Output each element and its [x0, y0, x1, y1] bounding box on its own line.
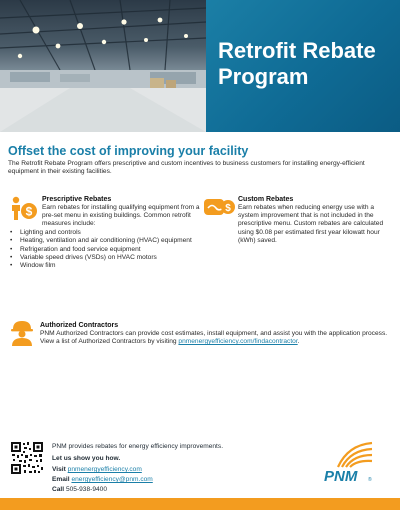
title-line-1: Retrofit Rebate — [218, 38, 376, 63]
pnm-logo-mark: ® — [368, 477, 372, 483]
bottom-accent-bar — [0, 498, 400, 510]
find-contractor-link[interactable]: pnmenergyefficiency.com/findacontractor — [178, 338, 298, 346]
qr-code[interactable] — [10, 441, 44, 475]
svg-text:$: $ — [25, 204, 33, 219]
prescriptive-body: Earn rebates for installing qualifying equipment from a pre-set menu in existing buildings. Common retrofit measures include: — [42, 204, 200, 228]
list-item: • Heating, ventilation and air conditioning (HVAC) equipment — [10, 237, 210, 245]
hand-dollar-icon — [204, 197, 236, 219]
contact-call — [52, 486, 107, 493]
warehouse-photo — [0, 0, 206, 132]
contact-email — [52, 476, 153, 483]
hard-hat-worker-icon — [10, 320, 34, 346]
custom-title: Custom Rebates — [238, 196, 294, 203]
measures-list — [10, 229, 210, 270]
footer-lead: PNM provides rebates for energy efficiency improvements. — [52, 443, 224, 450]
svg-text:$: $ — [225, 203, 231, 214]
section-headline: Offset the cost of improving your facility — [8, 144, 249, 158]
contact-visit — [52, 466, 142, 473]
email-label: Email — [52, 476, 70, 483]
pnm-logo-text: PNM — [324, 468, 358, 485]
list-item: • Refrigeration and food service equipment — [10, 246, 210, 254]
list-item: • Window film — [10, 262, 210, 270]
page-title — [218, 38, 398, 90]
prescriptive-title: Prescriptive Rebates — [42, 196, 112, 203]
footer-cta: Let us show you how. — [52, 455, 121, 462]
hero-banner — [0, 0, 400, 132]
intro-paragraph: The Retrofit Rebate Program offers prescriptive and custom incentives to business customers for installing energy-efficient equipment in their existing facilities. — [8, 160, 365, 176]
contractors-title: Authorized Contractors — [40, 322, 119, 329]
custom-body: Earn rebates when reducing energy use with a system improvement that is not included in the prescriptive menu. Custom rebates are calculated using $0.08 per estimated first year kilowatt hour (kWh) saved. — [238, 204, 384, 244]
email-link[interactable]: energyefficiency@pnm.com — [71, 476, 153, 483]
hero-title-panel — [206, 0, 400, 132]
pnm-logo — [322, 441, 378, 485]
list-item: • Lighting and controls — [10, 229, 210, 237]
person-dollar-icon — [10, 195, 38, 223]
title-line-2: Program — [218, 64, 309, 89]
website-link[interactable]: pnmenergyefficiency.com — [67, 466, 142, 473]
contractors-trailing: . — [297, 338, 300, 346]
call-label: Call — [52, 486, 65, 493]
contractors-text: PNM Authorized Contractors can provide cost estimates, install equipment, and assist you with the application process. View a list of Authorized Contractors by visiting — [40, 330, 388, 346]
phone-number: 505-938-9400 — [65, 486, 108, 493]
visit-label: Visit — [52, 466, 66, 473]
contractors-body — [40, 330, 392, 346]
list-item: • Variable speed drives (VSDs) on HVAC motors — [10, 254, 210, 262]
